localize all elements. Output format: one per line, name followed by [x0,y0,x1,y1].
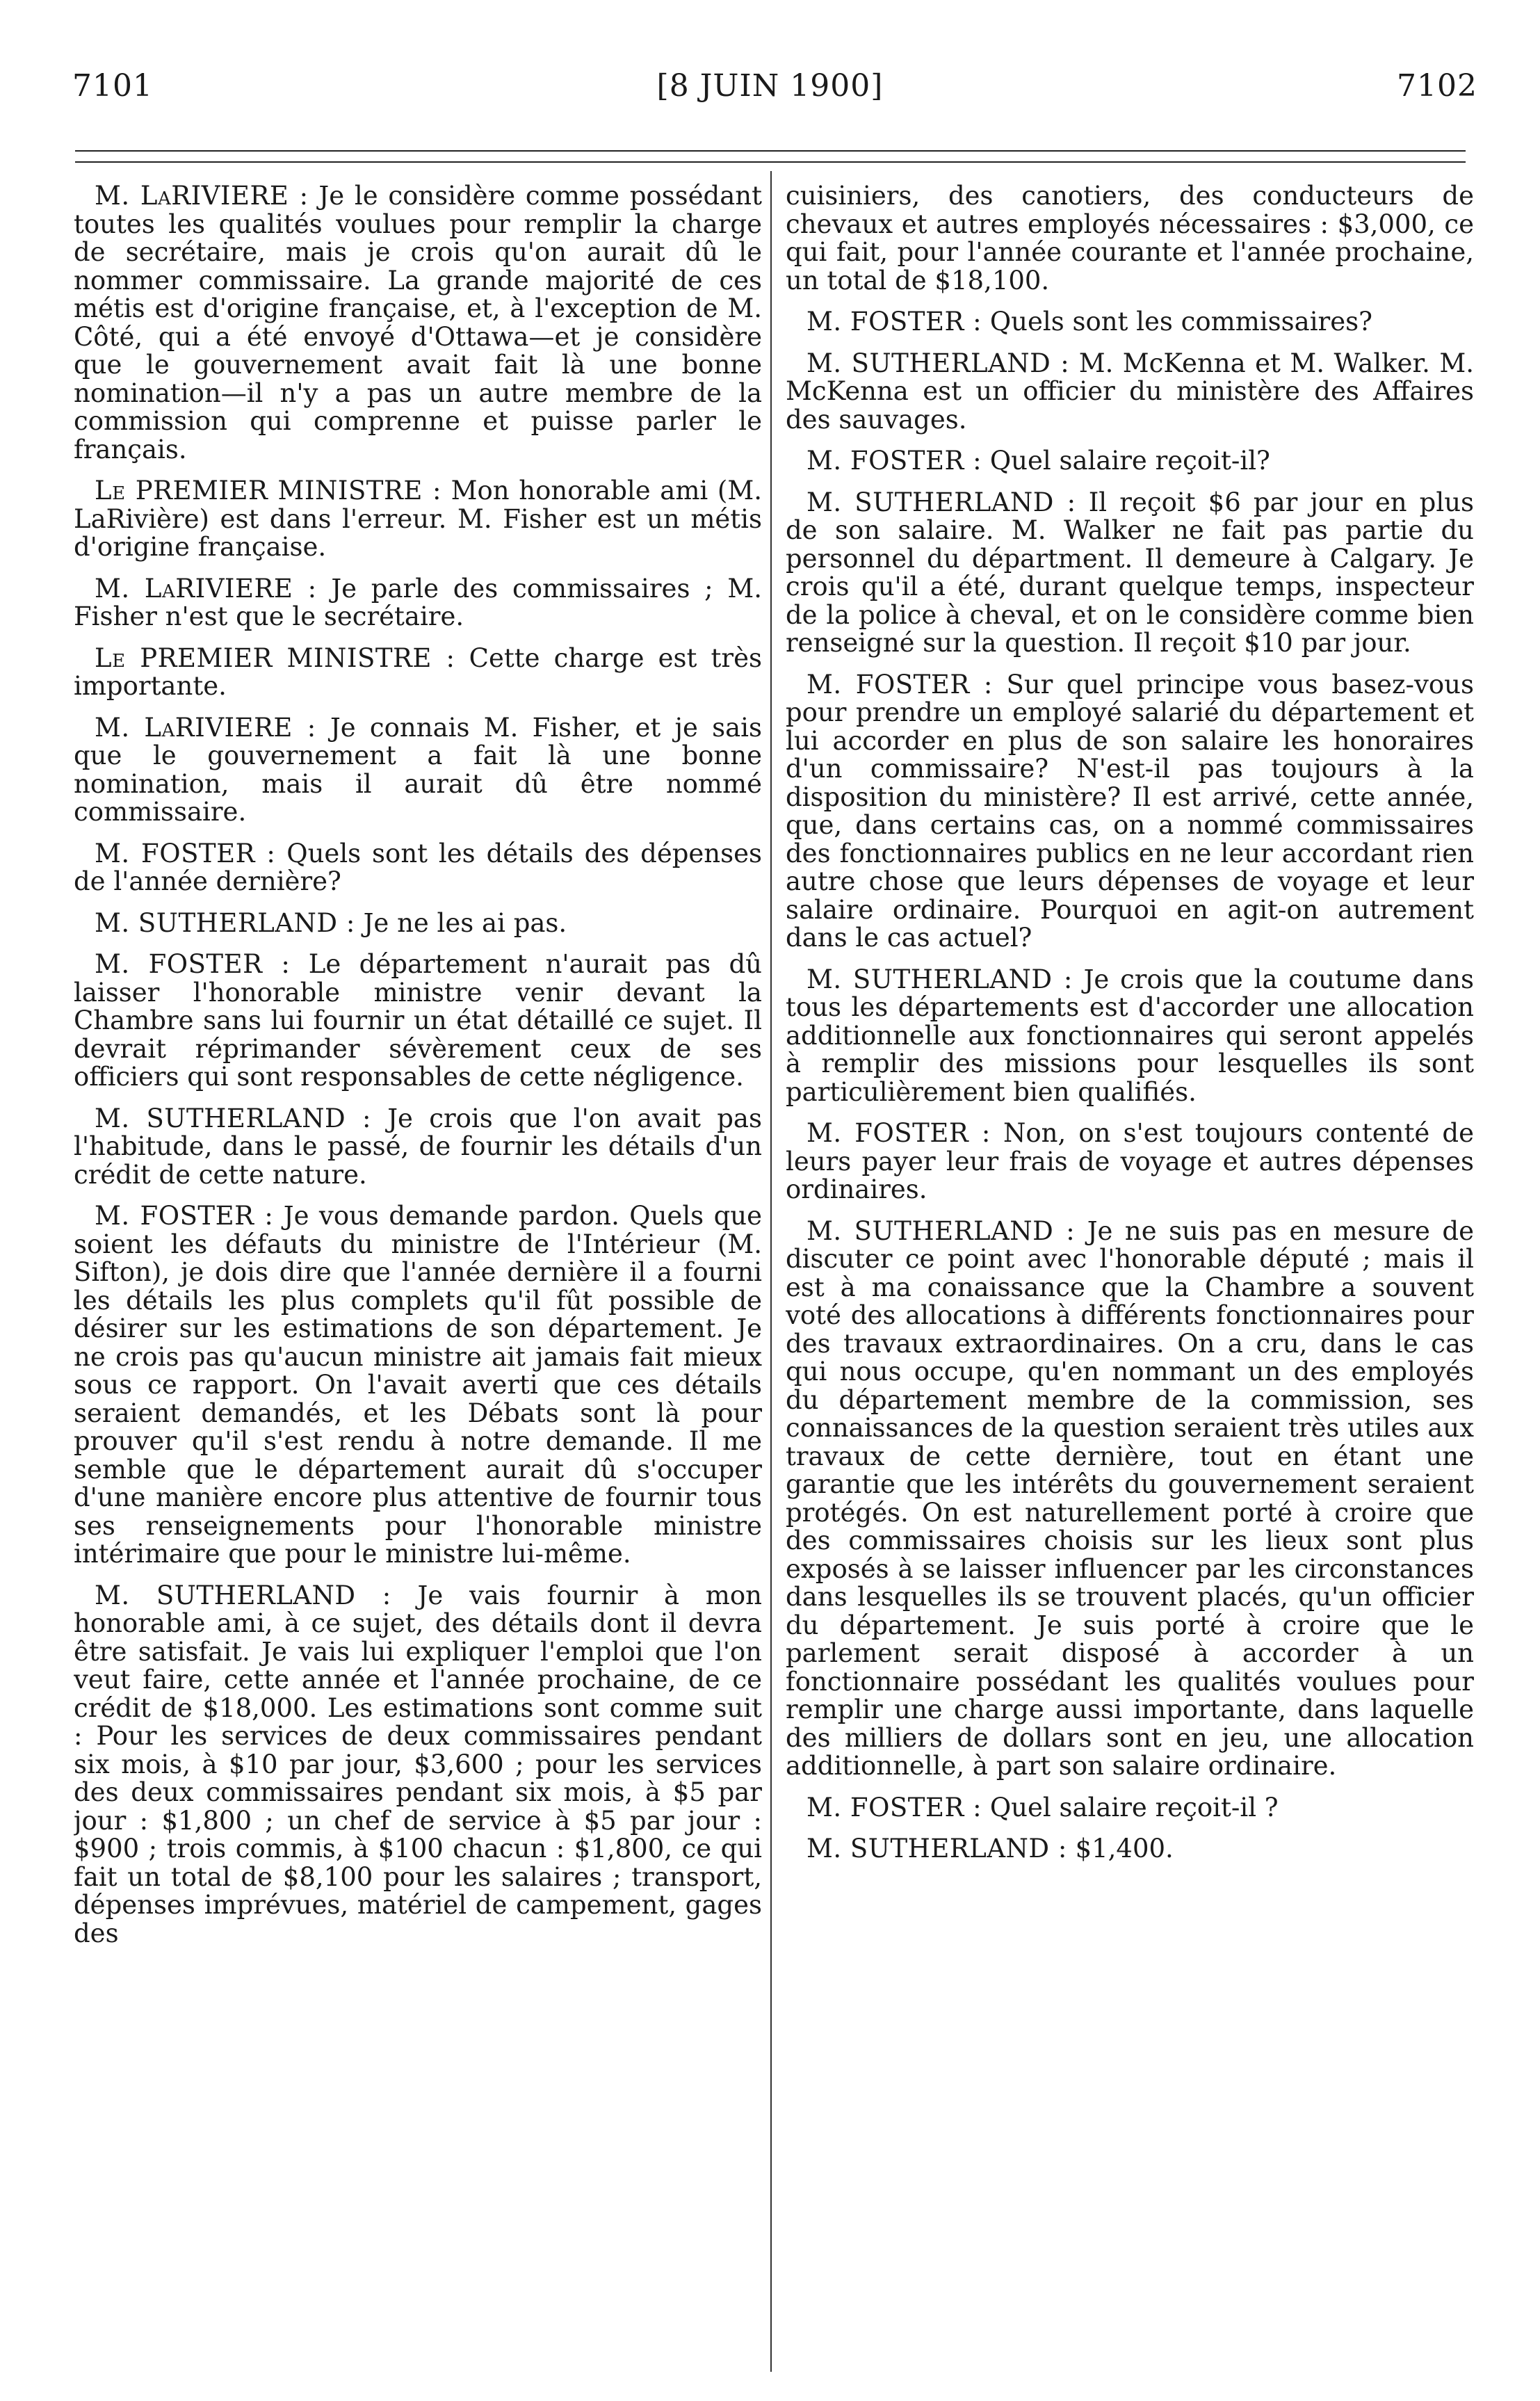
speech-text: Le département n'aurait pas dû laisser l'honorable ministre venir devant la Chambre sans lui fournir un état détaillé ce sujet. Il devrait réprimander sévèrement ceux de ses officiers qui sont responsables de cette négligence. [74,949,762,1092]
paragraph [786,1835,1474,1864]
speech-text: Sur quel principe vous basez-vous pour prendre un employé salarié du département et lui accorder en plus de son salaire les honoraires d'un commissaire? N'est-il pas toujours à la disposition du ministère? Il est arrivé, cette année, que, dans certains cas, on a nommé commissaires des fonctionnaires publics en ne leur accordant rien autre chose que leurs dépenses de voyage et leur salaire ordinaire. Pourquoi en agit-on autrement dans le cas actuel? [786,669,1474,953]
paragraph [74,477,762,562]
speech-text: Quels sont les détails des dépenses de l'année dernière? [74,838,762,896]
speech-text: Non, on s'est toujours contenté de leurs payer leur frais de voyage et autres dépenses ordinaires. [786,1118,1474,1204]
paragraph [786,308,1474,337]
speech-text: Quels sont les commissaires? [989,307,1372,337]
page-date: [8 JUIN 1900] [656,68,884,104]
speech-text: cuisiniers, des canotiers, des conducteurs de chevaux et autres employés nécessaires : $3,000, ce qui fait, pour l'année courante et l'année prochaine, un total de $18,100. [786,182,1474,296]
speaker: Le PREMIER MINISTRE : [95,642,455,673]
page-number-right: 7102 [1397,68,1477,104]
speech-text: Je crois que l'on avait pas l'habitude, dans le passé, de fournir les détails d'un crédit de cette nature. [74,1103,762,1190]
speech-text: $1,400. [1075,1834,1174,1864]
speech-text: Il reçoit $6 par jour en plus de son salaire. M. Walker ne fait pas partie du personnel du départment. Il demeure à Calgary. Je crois qu'il a été, durant quelque temps, inspecteur de la police à cheval, et on le considère comme bien renseigné sur la question. Il reçoit $10 par jour. [786,487,1474,658]
speech-text: Je ne les ai pas. [363,907,567,938]
column-divider [770,171,772,2372]
speaker: M. SUTHERLAND : [95,907,355,938]
paragraph [786,671,1474,953]
speech-text: Quel salaire reçoit-il ? [989,1792,1279,1822]
paragraph [786,1794,1474,1822]
page-number-left: 7101 [72,68,153,104]
speech-text: Cette charge est très importante. [74,642,762,701]
paragraph [786,966,1474,1107]
paragraph [74,182,762,464]
speaker: M. LaRIVIERE : [95,712,316,743]
speaker: M. FOSTER : [807,307,982,337]
right-column [786,182,1474,2338]
page-header [0,0,1540,111]
speech-text: Je le considère comme possédant toutes les qualités voulues pour remplir la charge de secrétaire, mais je crois qu'on aurait dû le nommer commissaire. La grande majorité de ces métis est d'origine française, et, à l'exception de M. Côté, qui a été envoyé d'Ottawa—et je considère que le gouvernement avait fait là une bonne nomination—il n'y a pas un autre membre de la commission qui comprenne et puisse parler le français. [74,182,762,464]
speaker: M. SUTHERLAND : [95,1103,371,1133]
speaker: M. FOSTER : [807,669,993,700]
speech-text: Je ne suis pas en mesure de discuter ce point avec l'honorable député ; mais il est à ma conaissance que la Chambre a souvent voté des allocations à différents fonctionnaires pour des travaux extraordinaires. On a cru, dans le cas qui nous occupe, qu'en nommant un des employés du département membre de la commission, ses connaissances de la question seraient très utiles aux travaux de cette dernière, tout en étant une garantie que les intérêts du gouvernement seraient protégés. On est naturellement porté à croire que des commissaires choisis sur les lieux sont plus exposés à se laisser influencer par les circonstances dans lesquelles ils se trouvent placés, qu'un officier du département. Je suis porté à croire que le parlement serait disposé à accorder à un fonctionnaire possédant les qualités voulues pour remplir une charge aussi importante, dans laquelle des milliers de dollars sont en jeu, une allocation additionnelle, à part son salaire ordinaire. [786,1215,1474,1781]
speaker: M. SUTHERLAND : [807,1215,1076,1246]
header-rule [75,161,1466,163]
speaker: M. FOSTER : [807,1118,991,1148]
speech-text: Je crois que la coutume dans tous les départements est d'accorder une allocation additionnelle aux fonctionnaires qui seront appelés à remplir des missions pour lesquelles ils sont particulièrement bien qualifiés. [786,964,1474,1107]
paragraph [786,1119,1474,1204]
paragraph [786,447,1474,476]
paragraph [74,642,762,701]
speech-text: M. McKenna et M. Walker. M. McKenna est un officier du ministère des Affaires des sauvages. [786,348,1474,435]
paragraph [74,907,762,938]
speaker: M. FOSTER : [807,446,982,476]
speaker: M. FOSTER : [95,838,276,868]
paragraph [74,951,762,1092]
paragraph [74,1202,762,1569]
speaker: M. LaRIVIERE : [95,573,317,604]
speaker: M. LaRIVIERE : [95,182,309,211]
paragraph [74,575,762,631]
paragraph [74,1105,762,1190]
speech-text: Je connais M. Fisher, et je sais que le gouvernement a fait là une bonne nomination, mais il aurait dû être nommé commissaire. [74,712,762,827]
paragraph [786,489,1474,658]
paragraph [786,350,1474,435]
header-rule [75,150,1466,152]
paragraph [74,1582,762,1948]
speaker: M. FOSTER : [95,949,291,979]
speech-text: Mon honorable ami (M. LaRivière) est dans l'erreur. M. Fisher est un métis d'origine française. [74,476,762,562]
speaker: Le PREMIER MINISTRE : [95,476,441,506]
paragraph [74,714,762,827]
speaker: M. SUTHERLAND : [807,1834,1067,1864]
speech-text: Je parle des commissaires ; M. Fisher n'est que le secrétaire. [74,573,762,631]
left-column [74,182,762,2338]
speaker: M. SUTHERLAND : [807,964,1073,994]
paragraph [786,1215,1474,1781]
paragraph [786,182,1474,295]
speaker: M. SUTHERLAND : [807,487,1076,517]
speaker: M. FOSTER : [95,1201,274,1231]
speech-text: Je vous demande pardon. Quels que soient les défauts du ministre de l'Intérieur (M. Sifton), je dois dire que l'année dernière il a fourni les détails les plus complets qu'il fût possible de désirer sur les estimations de son département. Je ne crois pas qu'aucun ministre ait jamais fait mieux sous ce rapport. On l'avait averti que ces détails seraient demandés, et les Débats sont là pour prouver qu'il s'est rendu à notre demande. Il me semble que le département aurait dû s'occuper d'une manière encore plus attentive de fournir tous ses renseignements pour l'honorable ministre intérimaire que pour le ministre lui-même. [74,1201,762,1569]
speaker: M. FOSTER : [807,1792,982,1822]
paragraph [74,840,762,896]
speaker: M. SUTHERLAND : [807,348,1070,378]
speaker: M. SUTHERLAND : [95,1580,391,1610]
speech-text: Quel salaire reçoit-il? [989,446,1270,476]
speech-text: Je vais fournir à mon honorable ami, à ce sujet, des détails dont il devra être satisfait. Je vais lui expliquer l'emploi que l'on veut faire, cette année et l'année prochaine, de ce crédit de $18,000. Les estimations sont comme suit : Pour les services de deux commissaires pendant six mois, à $10 par jour, $3,600 ; pour les services des deux commissaires pendant six mois, à $5 par jour : $1,800 ; un chef de service à $5 par jour : $900 ; trois commis, à $100 chacun : $1,800, ce qui fait un total de $8,100 pour les salaires ; transport, dépenses imprévues, matériel de campement, gages des [74,1580,762,1948]
